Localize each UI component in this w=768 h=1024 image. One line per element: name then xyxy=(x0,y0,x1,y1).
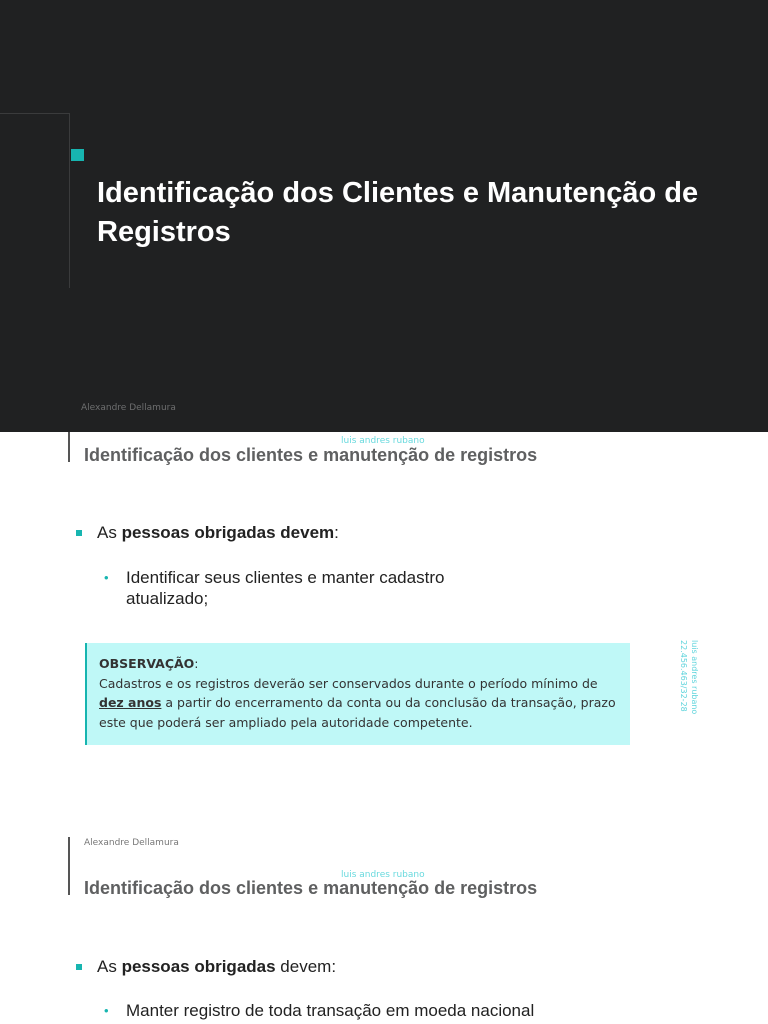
sub-bullet-text: Manter registro de toda transação em moeda nacional xyxy=(126,1001,535,1020)
heading-bar xyxy=(68,837,70,867)
content-slide-2 xyxy=(0,832,768,1024)
bullet-bold: pessoas obrigadas xyxy=(121,957,276,976)
observation-text-2: a partir do encerramento da conta ou da conclusão da transação, prazo este que poderá ser ampliado pela autoridade competente. xyxy=(99,695,616,730)
bullet-prefix: As xyxy=(97,957,122,976)
bullet-suffix: : xyxy=(334,523,339,542)
observation-emphasis: dez anos xyxy=(99,695,162,710)
watermark: luis andres rubano xyxy=(341,436,425,446)
heading-bar xyxy=(68,432,70,462)
slide-heading: Identificação dos clientes e manutenção de registros xyxy=(84,445,538,465)
heading-bar xyxy=(68,867,70,895)
observation-label-text: OBSERVAÇÃO xyxy=(99,656,195,671)
frame-line xyxy=(0,113,70,114)
cover-author: Alexandre Dellamura xyxy=(81,403,176,413)
bullet-item xyxy=(76,522,339,544)
cover-slide xyxy=(0,0,768,432)
sub-bullet-dot-icon: • xyxy=(104,1003,109,1018)
sub-bullet-item xyxy=(104,1000,624,1021)
bullet-text xyxy=(97,522,339,544)
watermark: luis andres rubano xyxy=(341,870,425,880)
bullet-prefix: As xyxy=(97,523,122,542)
content-slide-1 xyxy=(0,432,768,832)
side-watermark-name: luis andres rubano xyxy=(690,640,699,715)
frame-line xyxy=(69,113,70,288)
side-watermark xyxy=(580,640,700,740)
bullet-square-icon xyxy=(76,530,82,536)
side-watermark-number: 22.456.463/32-28 xyxy=(679,640,688,712)
bullet-suffix: devem: xyxy=(275,957,337,976)
bullet-square-icon xyxy=(76,964,82,970)
observation-label xyxy=(99,654,618,674)
observation-text-1: Cadastros e os registros deverão ser conservados durante o período mínimo de xyxy=(99,675,598,691)
slide-author: Alexandre Dellamura xyxy=(84,838,179,848)
bullet-bold: pessoas obrigadas devem xyxy=(121,523,335,542)
cover-title: Identificação dos Clientes e Manutenção de Registros xyxy=(97,177,699,248)
bullet-text xyxy=(97,956,336,978)
slide-heading: Identificação dos clientes e manutenção de registros xyxy=(84,878,538,898)
accent-square xyxy=(71,149,84,161)
observation-label-suffix: : xyxy=(194,656,199,671)
observation-box xyxy=(85,643,630,745)
sub-bullet-dot-icon: • xyxy=(104,570,109,585)
sub-bullet-text: Identificar seus clientes e manter cadastro atualizado; xyxy=(126,568,445,608)
sub-bullet-item xyxy=(104,567,524,609)
observation-text xyxy=(99,674,618,733)
bullet-item xyxy=(76,956,336,978)
